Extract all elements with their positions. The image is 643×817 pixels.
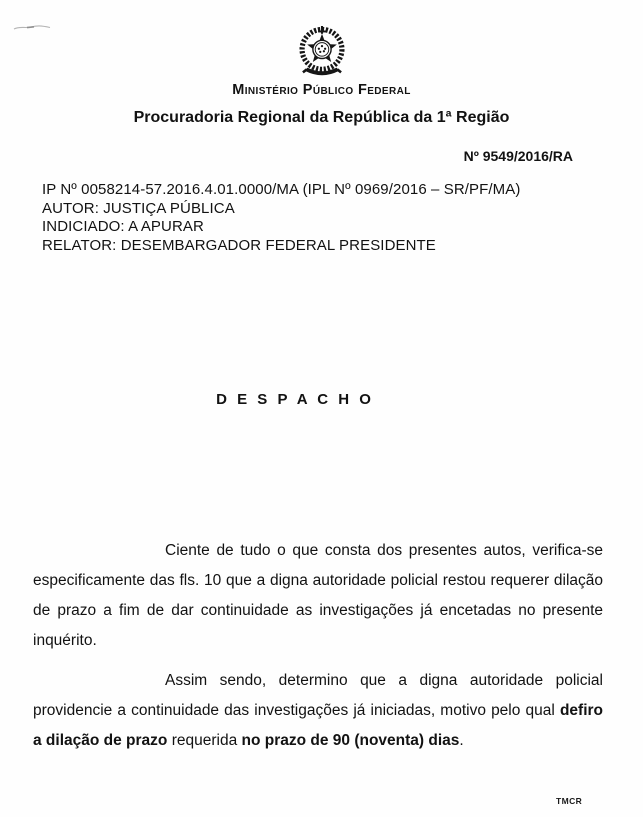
org-name: Ministério Público Federal (232, 82, 411, 98)
paragraph-2-bold-prazo: no prazo de 90 (noventa) dias (241, 732, 460, 749)
case-process-line: IP Nº 0058214-57.2016.4.01.0000/MA (IPL Nº 0969/2016 – SR/PF/MA) (42, 181, 521, 198)
footer-initials: TMCR (556, 796, 583, 806)
paragraph-2-mid: requerida (167, 732, 242, 749)
pen-mark-icon (10, 18, 56, 41)
brazil-coat-of-arms-icon (296, 23, 348, 81)
case-info-block (42, 181, 603, 255)
paragraph-1: Ciente de tudo o que consta dos presentes autos, verifica-se especificamente das fls. 10 que a digna autoridade policial restou requerer dilação de prazo a fim de dar continuidade as investigações já encetadas no presente inquérito. (33, 542, 603, 649)
document-number: Nº 9549/2016/RA (463, 148, 573, 164)
paragraph-2 (33, 666, 603, 756)
paragraph-2-bold-defiro: defiro a dilação de prazo (33, 702, 603, 749)
org-unit: Procuradoria Regional da República da 1ª Região (133, 109, 510, 126)
document-body (33, 536, 603, 756)
case-author-line: AUTOR: JUSTIÇA PÚBLICA (42, 199, 235, 217)
document-title: D E S P A C H O (216, 391, 374, 408)
paragraph-2-lead: Assim sendo, determino que a digna autoridade policial providencie a continuidade das investigações já iniciadas, motivo pelo qual (33, 672, 603, 719)
case-accused-line: INDICIADO: A APURAR (42, 218, 204, 235)
paragraph-2-end: . (459, 732, 464, 749)
case-rapporteur-line: RELATOR: DESEMBARGADOR FEDERAL PRESIDENTE (42, 236, 436, 254)
